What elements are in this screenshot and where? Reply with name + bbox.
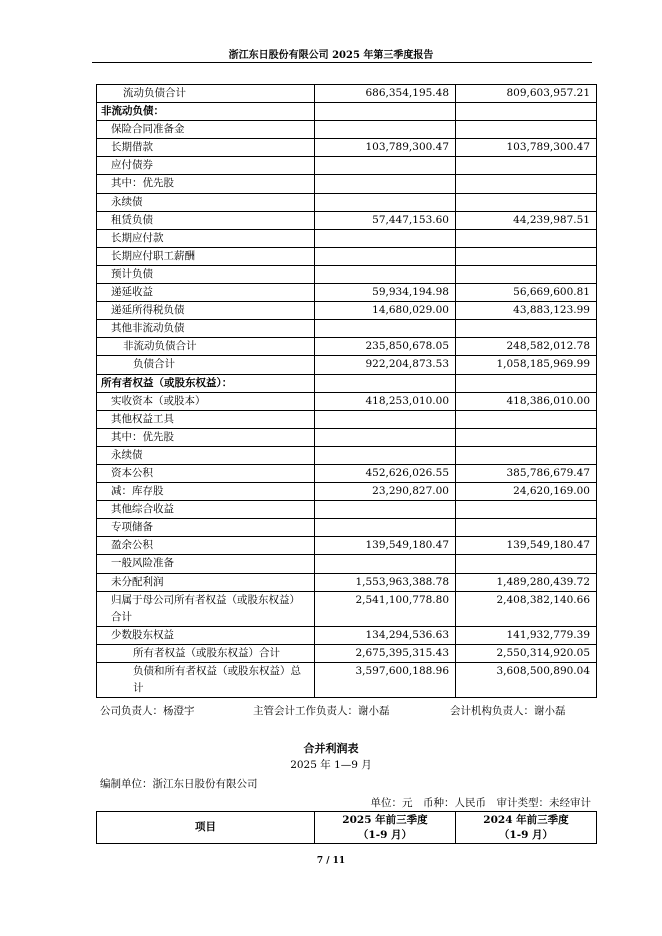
row-label: 递延收益 (97, 284, 315, 302)
row-label: 资本公积 (97, 464, 315, 482)
income-statement-header-table (96, 811, 597, 844)
table-row (97, 157, 597, 175)
value-2024-end: 809,603,957.21 (456, 85, 597, 103)
table-row (97, 229, 597, 247)
row-label: 流动负债合计 (97, 85, 315, 103)
value-2024-end (456, 193, 597, 211)
value-2024-end (456, 446, 597, 464)
table-row (97, 573, 597, 591)
value-2025-q3 (315, 103, 456, 121)
col-header-2025 (315, 812, 456, 844)
value-2025-q3 (315, 193, 456, 211)
value-2025-q3 (315, 446, 456, 464)
table-row (97, 139, 597, 157)
col-header-2024 (456, 812, 597, 844)
row-label: 非流动负债合计 (97, 338, 315, 356)
value-2025-q3: 134,294,536.63 (315, 626, 456, 644)
value-2025-q3 (315, 121, 456, 139)
row-label: 其中：优先股 (97, 175, 315, 193)
value-2025-q3: 922,204,873.53 (315, 356, 456, 374)
value-2024-end: 1,058,185,969.99 (456, 356, 597, 374)
table-row (97, 410, 597, 428)
value-2024-end (456, 519, 597, 537)
value-2025-q3 (315, 555, 456, 573)
row-label: 一般风险准备 (97, 555, 315, 573)
value-2024-end (456, 374, 597, 392)
value-2025-q3 (315, 428, 456, 446)
row-label: 所有者权益（或股东权益）： (97, 374, 315, 392)
income-statement-title: 合并利润表 (303, 742, 359, 755)
value-2025-q3: 3,597,600,188.96 (315, 662, 456, 697)
col-header-2024-line2: （1-9 月） (498, 828, 554, 841)
value-2024-end: 141,932,779.39 (456, 626, 597, 644)
col-header-2025-line1: 2025 年前三季度 (342, 813, 428, 826)
table-row (97, 356, 597, 374)
table-row (97, 338, 597, 356)
value-2025-q3: 418,253,010.00 (315, 392, 456, 410)
value-2025-q3: 23,290,827.00 (315, 483, 456, 501)
row-label: 长期应付款 (97, 229, 315, 247)
row-label: 所有者权益（或股东权益）合计 (97, 644, 315, 662)
row-label: 长期应付职工薪酬 (97, 247, 315, 265)
row-label: 其他权益工具 (97, 410, 315, 428)
table-row (97, 446, 597, 464)
row-label: 租赁负债 (97, 211, 315, 229)
prepared-by: 编制单位：浙江东日股份有限公司 (100, 778, 258, 790)
value-2024-end: 139,549,180.47 (456, 537, 597, 555)
value-2025-q3: 2,541,100,778.80 (315, 591, 456, 626)
row-label: 实收资本（或股本） (97, 392, 315, 410)
company-head-signature: 公司负责人：杨澄宇 (100, 705, 195, 717)
value-2025-q3 (315, 501, 456, 519)
value-2024-end (456, 265, 597, 283)
value-2025-q3: 452,626,026.55 (315, 464, 456, 482)
table-row (97, 428, 597, 446)
value-2024-end: 56,669,600.81 (456, 284, 597, 302)
table-row (97, 247, 597, 265)
value-2025-q3 (315, 157, 456, 175)
col-header-2025-line2: （1-9 月） (357, 828, 413, 841)
table-row (97, 284, 597, 302)
col-header-item: 项目 (97, 812, 315, 844)
row-label: 其他综合收益 (97, 501, 315, 519)
value-2024-end: 385,786,679.47 (456, 464, 597, 482)
table-row (97, 591, 597, 626)
report-header: 浙江东日股份有限公司 2025 年第三季度报告 (228, 50, 434, 61)
row-label: 专项储备 (97, 519, 315, 537)
value-2025-q3 (315, 229, 456, 247)
table-row (97, 103, 597, 121)
table-row (97, 483, 597, 501)
row-label: 递延所得税负债 (97, 302, 315, 320)
row-label: 永续债 (97, 193, 315, 211)
table-row (97, 644, 597, 662)
value-2024-end (456, 410, 597, 428)
value-2024-end (456, 103, 597, 121)
table-row (97, 537, 597, 555)
value-2024-end: 3,608,500,890.04 (456, 662, 597, 697)
page-number: 7 / 11 (316, 856, 346, 866)
row-label: 未分配利润 (97, 573, 315, 591)
col-header-2024-line1: 2024 年前三季度 (483, 813, 569, 826)
value-2024-end (456, 121, 597, 139)
row-label: 负债和所有者权益（或股东权益）总计 (97, 662, 315, 697)
table-row (97, 555, 597, 573)
value-2024-end: 2,408,382,140.66 (456, 591, 597, 626)
row-label: 负债合计 (97, 356, 315, 374)
value-2025-q3 (315, 247, 456, 265)
table-row (97, 392, 597, 410)
row-label: 预计负债 (97, 265, 315, 283)
income-statement-period: 2025 年 1—9 月 (290, 759, 372, 771)
value-2024-end: 43,883,123.99 (456, 302, 597, 320)
value-2024-end (456, 428, 597, 446)
value-2024-end (456, 247, 597, 265)
value-2024-end: 103,789,300.47 (456, 139, 597, 157)
row-label: 减：库存股 (97, 483, 315, 501)
table-row (97, 85, 597, 103)
value-2025-q3: 139,549,180.47 (315, 537, 456, 555)
table-row (97, 211, 597, 229)
value-2025-q3 (315, 320, 456, 338)
row-label: 其他非流动负债 (97, 320, 315, 338)
table-row (97, 265, 597, 283)
value-2025-q3: 14,680,029.00 (315, 302, 456, 320)
row-label: 其中：优先股 (97, 428, 315, 446)
table-row (97, 626, 597, 644)
table-row (97, 121, 597, 139)
row-label: 应付债券 (97, 157, 315, 175)
accounting-org-head-signature: 会计机构负责人：谢小磊 (450, 705, 566, 717)
units-line: 单位：元 币种：人民币 审计类型：未经审计 (370, 797, 591, 809)
value-2025-q3: 57,447,153.60 (315, 211, 456, 229)
value-2024-end: 418,386,010.00 (456, 392, 597, 410)
balance-sheet-table (96, 84, 597, 698)
row-label: 少数股东权益 (97, 626, 315, 644)
value-2024-end: 1,489,280,439.72 (456, 573, 597, 591)
accounting-head-signature: 主管会计工作负责人：谢小磊 (253, 705, 390, 717)
table-row (97, 662, 597, 697)
value-2025-q3 (315, 410, 456, 428)
balance-sheet-body (97, 85, 597, 698)
value-2025-q3: 686,354,195.48 (315, 85, 456, 103)
value-2024-end (456, 501, 597, 519)
row-label: 长期借款 (97, 139, 315, 157)
value-2025-q3: 59,934,194.98 (315, 284, 456, 302)
value-2025-q3 (315, 175, 456, 193)
value-2024-end: 2,550,314,920.05 (456, 644, 597, 662)
row-label: 盈余公积 (97, 537, 315, 555)
row-label: 保险合同准备金 (97, 121, 315, 139)
value-2025-q3 (315, 519, 456, 537)
value-2024-end (456, 229, 597, 247)
table-row (97, 374, 597, 392)
value-2024-end: 24,620,169.00 (456, 483, 597, 501)
value-2025-q3: 103,789,300.47 (315, 139, 456, 157)
value-2025-q3: 235,850,678.05 (315, 338, 456, 356)
table-row (97, 175, 597, 193)
row-label: 归属于母公司所有者权益（或股东权益）合计 (97, 591, 315, 626)
table-row (97, 501, 597, 519)
table-row (97, 302, 597, 320)
table-row (97, 320, 597, 338)
row-label: 非流动负债： (97, 103, 315, 121)
value-2025-q3: 2,675,395,315.43 (315, 644, 456, 662)
header-divider (92, 62, 592, 63)
value-2024-end: 44,239,987.51 (456, 211, 597, 229)
value-2024-end: 248,582,012.78 (456, 338, 597, 356)
value-2025-q3 (315, 265, 456, 283)
value-2024-end (456, 157, 597, 175)
value-2025-q3 (315, 374, 456, 392)
value-2024-end (456, 555, 597, 573)
table-row (97, 519, 597, 537)
table-row (97, 193, 597, 211)
value-2024-end (456, 175, 597, 193)
value-2024-end (456, 320, 597, 338)
value-2025-q3: 1,553,963,388.78 (315, 573, 456, 591)
table-row (97, 464, 597, 482)
row-label: 永续债 (97, 446, 315, 464)
income-statement-header-row (97, 812, 597, 844)
